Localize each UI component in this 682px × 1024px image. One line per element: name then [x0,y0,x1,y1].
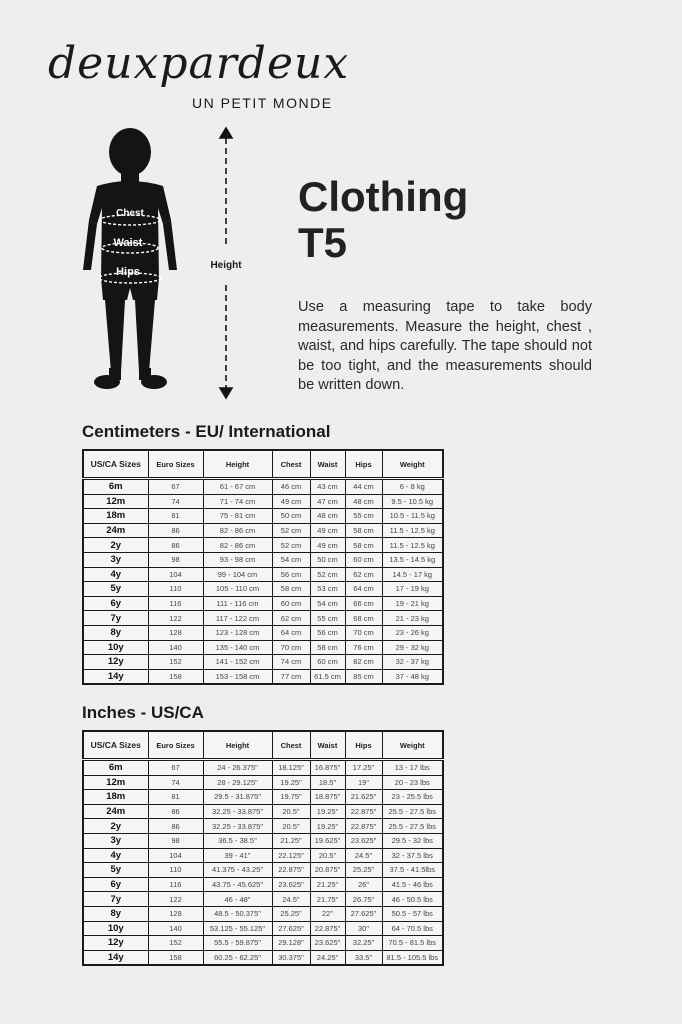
value-cell: 14.5 - 17 kg [382,567,443,582]
value-cell: 19.25" [310,819,345,834]
table-row [83,906,443,921]
title-line-2: T5 [298,219,348,266]
size-cell: 14y [83,669,148,684]
value-cell: 152 [148,936,203,951]
value-cell: 19.75" [272,790,310,805]
value-cell: 44 cm [345,479,382,495]
value-cell: 55 cm [345,509,382,524]
page-title [298,174,468,266]
value-cell: 93 - 98 cm [203,552,272,567]
value-cell: 50 cm [310,552,345,567]
value-cell: 70 cm [272,640,310,655]
value-cell: 81.5 - 105.5 lbs [382,950,443,965]
value-cell: 46 cm [272,479,310,495]
value-cell: 158 [148,669,203,684]
value-cell: 71 - 74 cm [203,494,272,509]
size-cell: 8y [83,906,148,921]
value-cell: 81 [148,790,203,805]
table-row [83,819,443,834]
value-cell: 85 cm [345,669,382,684]
value-cell: 32 - 37 kg [382,655,443,670]
value-cell: 20 - 23 lbs [382,775,443,790]
value-cell: 54 cm [310,596,345,611]
value-cell: 30.375" [272,950,310,965]
size-cell: 18m [83,509,148,524]
table-row [83,936,443,951]
value-cell: 24.5" [272,892,310,907]
value-cell: 116 [148,877,203,892]
size-cell: 3y [83,833,148,848]
value-cell: 32.25" [345,936,382,951]
value-cell: 58 cm [345,538,382,553]
value-cell: 29.5 - 31.875" [203,790,272,805]
table-row [83,552,443,567]
waist-label: Waist [113,237,143,249]
table-row [83,863,443,878]
value-cell: 46 - 50.5 lbs [382,892,443,907]
value-cell: 30" [345,921,382,936]
value-cell: 10.5 - 11.5 kg [382,509,443,524]
value-cell: 117 - 122 cm [203,611,272,626]
value-cell: 99 - 104 cm [203,567,272,582]
value-cell: 141 - 152 cm [203,655,272,670]
value-cell: 25.25" [272,906,310,921]
value-cell: 18.125" [272,760,310,776]
value-cell: 23 - 25.5 lbs [382,790,443,805]
value-cell: 32.25 - 33.875" [203,804,272,819]
size-cell: 12y [83,655,148,670]
value-cell: 18.875" [310,790,345,805]
child-silhouette-icon [83,128,177,389]
value-cell: 86 [148,523,203,538]
value-cell: 49 cm [310,538,345,553]
inches-size-table [82,730,444,966]
value-cell: 11.5 - 12.5 kg [382,523,443,538]
table-row [83,775,443,790]
value-cell: 21.25" [272,833,310,848]
size-cell: 12y [83,936,148,951]
table-row [83,625,443,640]
value-cell: 17 - 19 kg [382,582,443,597]
size-cell: 6m [83,479,148,495]
size-cell: 4y [83,567,148,582]
value-cell: 17.25" [345,760,382,776]
value-cell: 29 - 32 kg [382,640,443,655]
value-cell: 104 [148,848,203,863]
value-cell: 86 [148,819,203,834]
value-cell: 86 [148,538,203,553]
height-label: Height [210,260,242,271]
value-cell: 20.5" [310,848,345,863]
value-cell: 22.875" [310,921,345,936]
table-row [83,655,443,670]
value-cell: 116 [148,596,203,611]
value-cell: 68 cm [345,611,382,626]
size-cell: 6y [83,877,148,892]
value-cell: 41.375 - 43.25" [203,863,272,878]
value-cell: 27.625" [272,921,310,936]
value-cell: 110 [148,863,203,878]
column-header: US/CA Sizes [83,731,148,760]
value-cell: 25.25" [345,863,382,878]
value-cell: 29.128" [272,936,310,951]
value-cell: 74 [148,494,203,509]
value-cell: 24.25" [310,950,345,965]
table-row [83,479,443,495]
value-cell: 16.875" [310,760,345,776]
value-cell: 110 [148,582,203,597]
value-cell: 60 cm [345,552,382,567]
value-cell: 82 cm [345,655,382,670]
value-cell: 47 cm [310,494,345,509]
table-row [83,848,443,863]
brand-tagline: UN PETIT MONDE [192,95,333,111]
value-cell: 37 - 48 kg [382,669,443,684]
value-cell: 23 - 26 kg [382,625,443,640]
table-row [83,582,443,597]
value-cell: 9.5 - 10.5 kg [382,494,443,509]
value-cell: 48 cm [310,509,345,524]
value-cell: 24.5" [345,848,382,863]
value-cell: 29.5 - 32 lbs [382,833,443,848]
value-cell: 13 - 17 lbs [382,760,443,776]
size-cell: 5y [83,863,148,878]
value-cell: 52 cm [310,567,345,582]
size-cell: 8y [83,625,148,640]
measuring-instructions: Use a measuring tape to take body measurements. Measure the height, chest , waist, and hips carefully. The tape should not be too tight, and the measurements should be written down. [298,299,592,394]
value-cell: 22" [310,906,345,921]
size-cell: 14y [83,950,148,965]
value-cell: 70 cm [345,625,382,640]
column-header: Height [203,450,272,479]
size-cell: 7y [83,611,148,626]
value-cell: 26" [345,877,382,892]
value-cell: 18.5" [310,775,345,790]
value-cell: 46 - 48" [203,892,272,907]
value-cell: 49 cm [272,494,310,509]
value-cell: 22.875" [272,863,310,878]
value-cell: 53.125 - 55.125" [203,921,272,936]
table-row [83,611,443,626]
value-cell: 21.75" [310,892,345,907]
value-cell: 67 [148,760,203,776]
size-cell: 6m [83,760,148,776]
cm-size-table [82,449,444,685]
value-cell: 52 cm [272,538,310,553]
column-header: Euro Sizes [148,731,203,760]
value-cell: 11.5 - 12.5 kg [382,538,443,553]
value-cell: 128 [148,906,203,921]
value-cell: 48.5 - 50.375" [203,906,272,921]
value-cell: 22.125" [272,848,310,863]
value-cell: 21.25" [310,877,345,892]
value-cell: 140 [148,640,203,655]
value-cell: 140 [148,921,203,936]
table-row [83,950,443,965]
value-cell: 135 - 140 cm [203,640,272,655]
table-row [83,833,443,848]
value-cell: 82 - 86 cm [203,523,272,538]
value-cell: 105 - 110 cm [203,582,272,597]
table-row [83,494,443,509]
value-cell: 61.5 cm [310,669,345,684]
value-cell: 53 cm [310,582,345,597]
value-cell: 62 cm [272,611,310,626]
value-cell: 19.25" [310,804,345,819]
value-cell: 60.25 - 62.25" [203,950,272,965]
chest-label: Chest [116,208,144,219]
value-cell: 56 cm [272,567,310,582]
value-cell: 26.75" [345,892,382,907]
child-measurement-figure [75,120,275,405]
value-cell: 56 cm [310,625,345,640]
inches-table-heading: Inches - US/CA [82,703,204,722]
value-cell: 23.625" [310,936,345,951]
value-cell: 64 cm [272,625,310,640]
table-row [83,804,443,819]
size-cell: 24m [83,804,148,819]
value-cell: 43 cm [310,479,345,495]
brand-logo: deuxpardeux [48,38,350,89]
column-header: Waist [310,450,345,479]
value-cell: 128 [148,625,203,640]
value-cell: 86 [148,804,203,819]
size-cell: 24m [83,523,148,538]
table-row [83,877,443,892]
column-header: Height [203,731,272,760]
value-cell: 98 [148,833,203,848]
value-cell: 48 cm [345,494,382,509]
hips-label: Hips [116,266,140,278]
table-header-row [83,731,443,760]
value-cell: 50.5 - 57 lbs [382,906,443,921]
value-cell: 22.875" [345,819,382,834]
value-cell: 98 [148,552,203,567]
value-cell: 55.5 - 59.875" [203,936,272,951]
column-header: Chest [272,450,310,479]
column-header: Waist [310,731,345,760]
value-cell: 54 cm [272,552,310,567]
table-row [83,760,443,776]
size-cell: 3y [83,552,148,567]
value-cell: 13.5 - 14.5 kg [382,552,443,567]
column-header: Weight [382,450,443,479]
value-cell: 43.75 - 45.625" [203,877,272,892]
column-header: Hips [345,731,382,760]
column-header: Weight [382,731,443,760]
value-cell: 122 [148,892,203,907]
value-cell: 64 cm [345,582,382,597]
value-cell: 55 cm [310,611,345,626]
table-row [83,567,443,582]
value-cell: 76 cm [345,640,382,655]
value-cell: 60 cm [272,596,310,611]
size-cell: 4y [83,848,148,863]
size-cell: 12m [83,494,148,509]
column-header: Chest [272,731,310,760]
value-cell: 74 cm [272,655,310,670]
value-cell: 60 cm [310,655,345,670]
value-cell: 28 - 29.125" [203,775,272,790]
value-cell: 20.875" [310,863,345,878]
table-row [83,538,443,553]
value-cell: 19.25" [272,775,310,790]
table-row [83,790,443,805]
value-cell: 77 cm [272,669,310,684]
value-cell: 25.5 - 27.5 lbs [382,819,443,834]
value-cell: 25.5 - 27.5 lbs [382,804,443,819]
size-cell: 10y [83,921,148,936]
value-cell: 58 cm [310,640,345,655]
table-row [83,921,443,936]
value-cell: 61 - 67 cm [203,479,272,495]
size-cell: 2y [83,819,148,834]
table-row [83,523,443,538]
table-row [83,509,443,524]
value-cell: 20.5" [272,819,310,834]
value-cell: 67 [148,479,203,495]
value-cell: 19.625" [310,833,345,848]
value-cell: 81 [148,509,203,524]
value-cell: 58 cm [272,582,310,597]
title-line-1: Clothing [298,173,469,220]
value-cell: 36.5 - 38.5" [203,833,272,848]
value-cell: 104 [148,567,203,582]
value-cell: 122 [148,611,203,626]
value-cell: 32 - 37.5 lbs [382,848,443,863]
column-header: US/CA Sizes [83,450,148,479]
value-cell: 37.5 - 41.5lbs [382,863,443,878]
size-cell: 7y [83,892,148,907]
value-cell: 20.5" [272,804,310,819]
value-cell: 74 [148,775,203,790]
table-row [83,892,443,907]
value-cell: 152 [148,655,203,670]
value-cell: 41.5 - 46 lbs [382,877,443,892]
value-cell: 21 - 23 kg [382,611,443,626]
value-cell: 21.625" [345,790,382,805]
value-cell: 123 - 128 cm [203,625,272,640]
value-cell: 32.25 - 33.875" [203,819,272,834]
value-cell: 66 cm [345,596,382,611]
size-cell: 2y [83,538,148,553]
value-cell: 62 cm [345,567,382,582]
value-cell: 49 cm [310,523,345,538]
value-cell: 158 [148,950,203,965]
value-cell: 39 - 41" [203,848,272,863]
table-header-row [83,450,443,479]
value-cell: 22.875" [345,804,382,819]
size-cell: 18m [83,790,148,805]
column-header: Hips [345,450,382,479]
value-cell: 64 - 70.5 lbs [382,921,443,936]
table-row [83,669,443,684]
value-cell: 23.625" [272,877,310,892]
column-header: Euro Sizes [148,450,203,479]
value-cell: 6 - 8 kg [382,479,443,495]
value-cell: 33.5" [345,950,382,965]
cm-table-heading: Centimeters - EU/ International [82,422,331,441]
value-cell: 58 cm [345,523,382,538]
value-cell: 23.625" [345,833,382,848]
value-cell: 50 cm [272,509,310,524]
size-cell: 12m [83,775,148,790]
size-cell: 6y [83,596,148,611]
table-row [83,596,443,611]
value-cell: 27.625" [345,906,382,921]
size-cell: 10y [83,640,148,655]
value-cell: 24 - 26.375" [203,760,272,776]
size-cell: 5y [83,582,148,597]
value-cell: 19" [345,775,382,790]
value-cell: 75 - 81 cm [203,509,272,524]
value-cell: 82 - 86 cm [203,538,272,553]
value-cell: 111 - 116 cm [203,596,272,611]
value-cell: 153 - 158 cm [203,669,272,684]
value-cell: 52 cm [272,523,310,538]
value-cell: 70.5 - 81.5 lbs [382,936,443,951]
value-cell: 19 - 21 kg [382,596,443,611]
table-row [83,640,443,655]
